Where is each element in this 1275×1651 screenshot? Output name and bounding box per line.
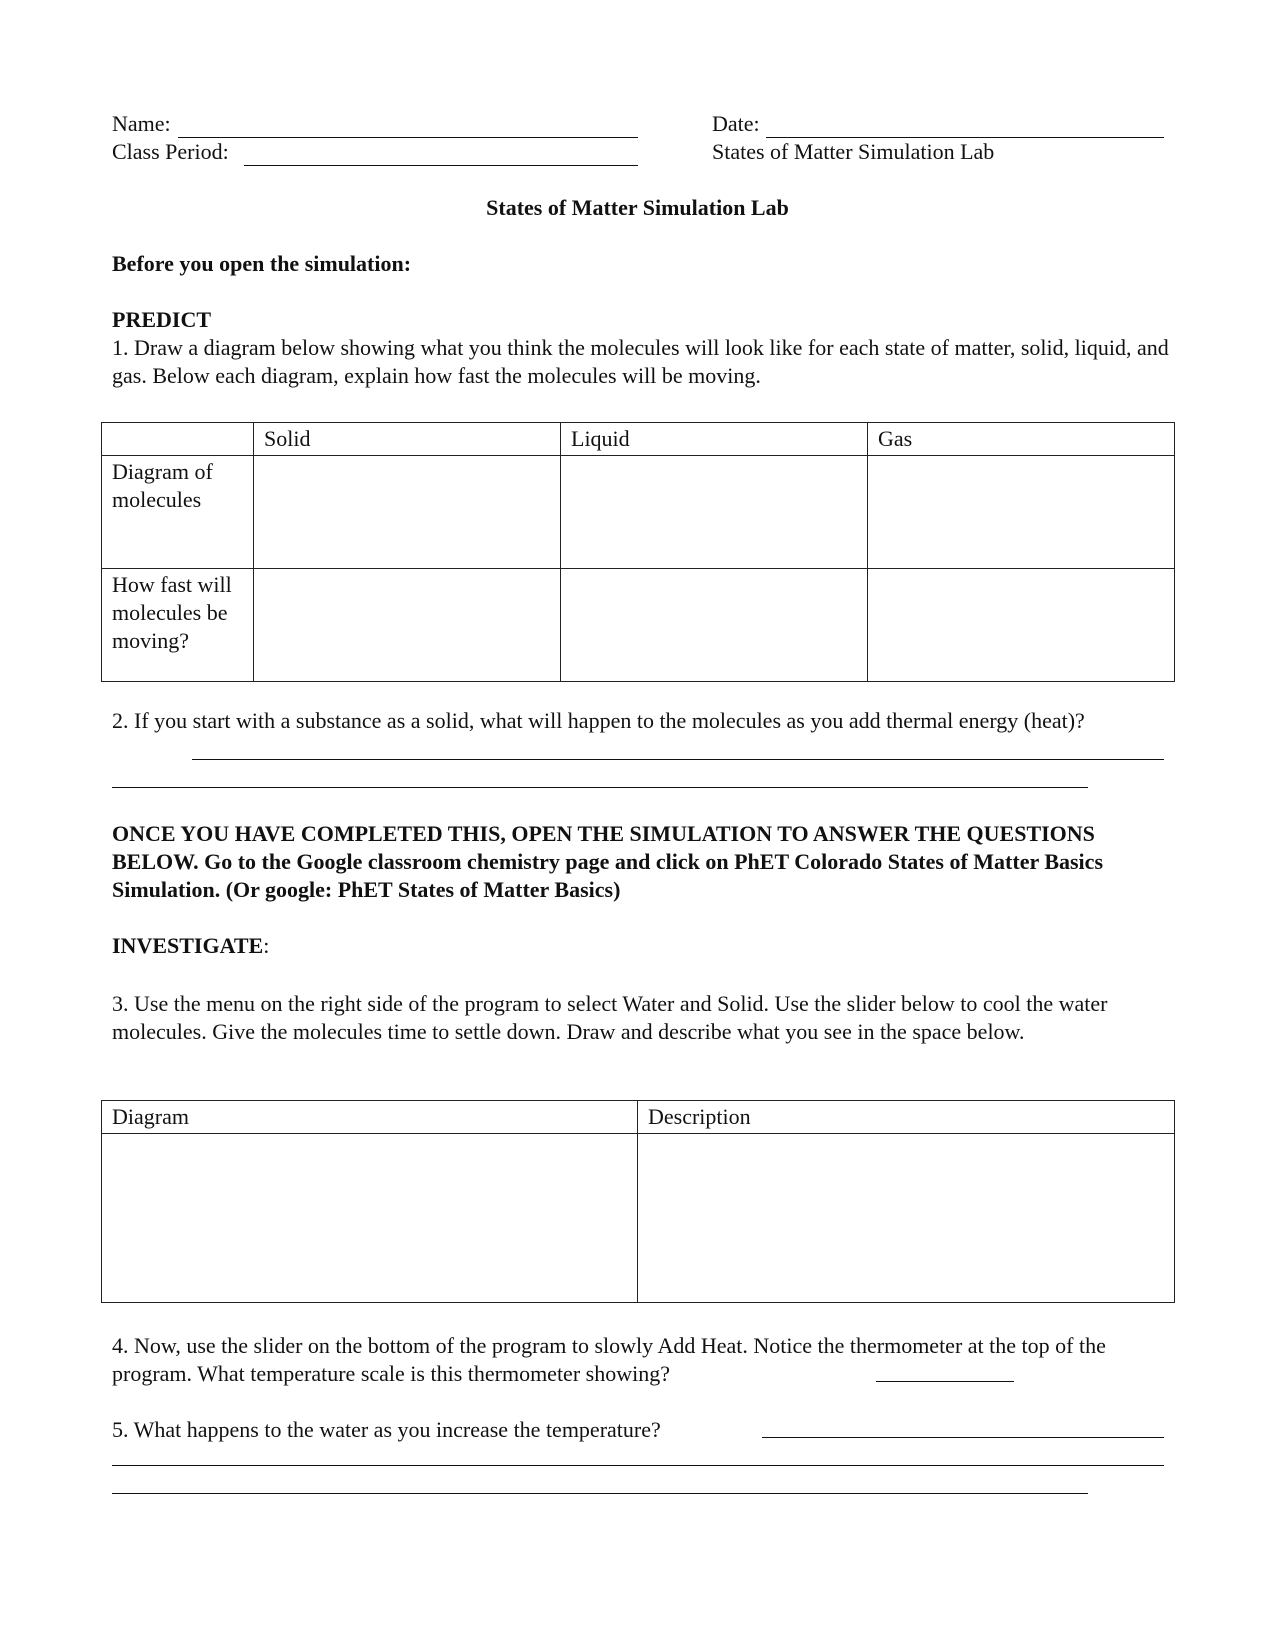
predict-table-corner	[102, 423, 254, 456]
solid-speed-cell[interactable]	[254, 569, 561, 682]
name-field[interactable]	[178, 137, 638, 138]
solid-diagram-cell[interactable]	[254, 456, 561, 569]
investigate-colon: :	[263, 933, 270, 958]
before-heading: Before you open the simulation:	[112, 251, 412, 276]
predict-heading: PREDICT	[112, 307, 212, 332]
liquid-diagram-cell[interactable]	[561, 456, 868, 569]
answer-line-q5-1[interactable]	[762, 1437, 1164, 1438]
gas-diagram-cell[interactable]	[868, 456, 1175, 569]
page-title: States of Matter Simulation Lab	[486, 195, 789, 220]
investigate-label: INVESTIGATE	[112, 933, 264, 958]
question-1: 1. Draw a diagram below showing what you think the molecules will look like for each state of matter, solid, liquid, and gas. Below each diagram, explain how fast the molecules will be moving.	[112, 335, 1169, 388]
column-header-description: Description	[638, 1101, 1175, 1134]
question-4: 4. Now, use the slider on the bottom of the program to slowly Add Heat. Notice the thermometer at the top of the program. What temperature scale is this thermometer showing?	[112, 1333, 1106, 1386]
class-period-field[interactable]	[244, 165, 638, 166]
answer-line-q2-1[interactable]	[192, 759, 1164, 760]
date-label: Date:	[712, 111, 760, 136]
diagram-cell[interactable]	[102, 1134, 638, 1303]
question-2: 2. If you start with a substance as a solid, what will happen to the molecules as you add thermal energy (heat)?	[112, 708, 1085, 733]
row-header-speed: How fast will molecules be moving?	[102, 569, 254, 682]
answer-line-q2-2[interactable]	[112, 787, 1088, 788]
investigate-heading	[112, 932, 269, 960]
row-header-diagram: Diagram of molecules	[102, 456, 254, 569]
predict-table	[101, 422, 1175, 682]
description-cell[interactable]	[638, 1134, 1175, 1303]
answer-line-q5-3[interactable]	[112, 1493, 1088, 1494]
column-header-diagram: Diagram	[102, 1101, 638, 1134]
class-period-label: Class Period:	[112, 139, 229, 164]
investigate-table	[101, 1100, 1175, 1303]
gas-speed-cell[interactable]	[868, 569, 1175, 682]
column-header-liquid: Liquid	[561, 423, 868, 456]
header-subtitle: States of Matter Simulation Lab	[712, 139, 995, 164]
answer-line-q4[interactable]	[876, 1381, 1014, 1382]
column-header-gas: Gas	[868, 423, 1175, 456]
question-3: 3. Use the menu on the right side of the program to select Water and Solid. Use the slider below to cool the water molecules. Give the molecules time to settle down. Draw and describe what you see in the space below.	[112, 991, 1108, 1044]
name-label: Name:	[112, 111, 171, 136]
simulation-instructions: ONCE YOU HAVE COMPLETED THIS, OPEN THE SIMULATION TO ANSWER THE QUESTIONS BELOW. Go to the Google classroom chemistry page and click on PhET Colorado States of Matter Basics Simulation. (Or google: PhET States of Matter Basics)	[112, 821, 1103, 902]
liquid-speed-cell[interactable]	[561, 569, 868, 682]
question-5: 5. What happens to the water as you increase the temperature?	[112, 1417, 661, 1442]
answer-line-q5-2[interactable]	[112, 1465, 1164, 1466]
column-header-solid: Solid	[254, 423, 561, 456]
